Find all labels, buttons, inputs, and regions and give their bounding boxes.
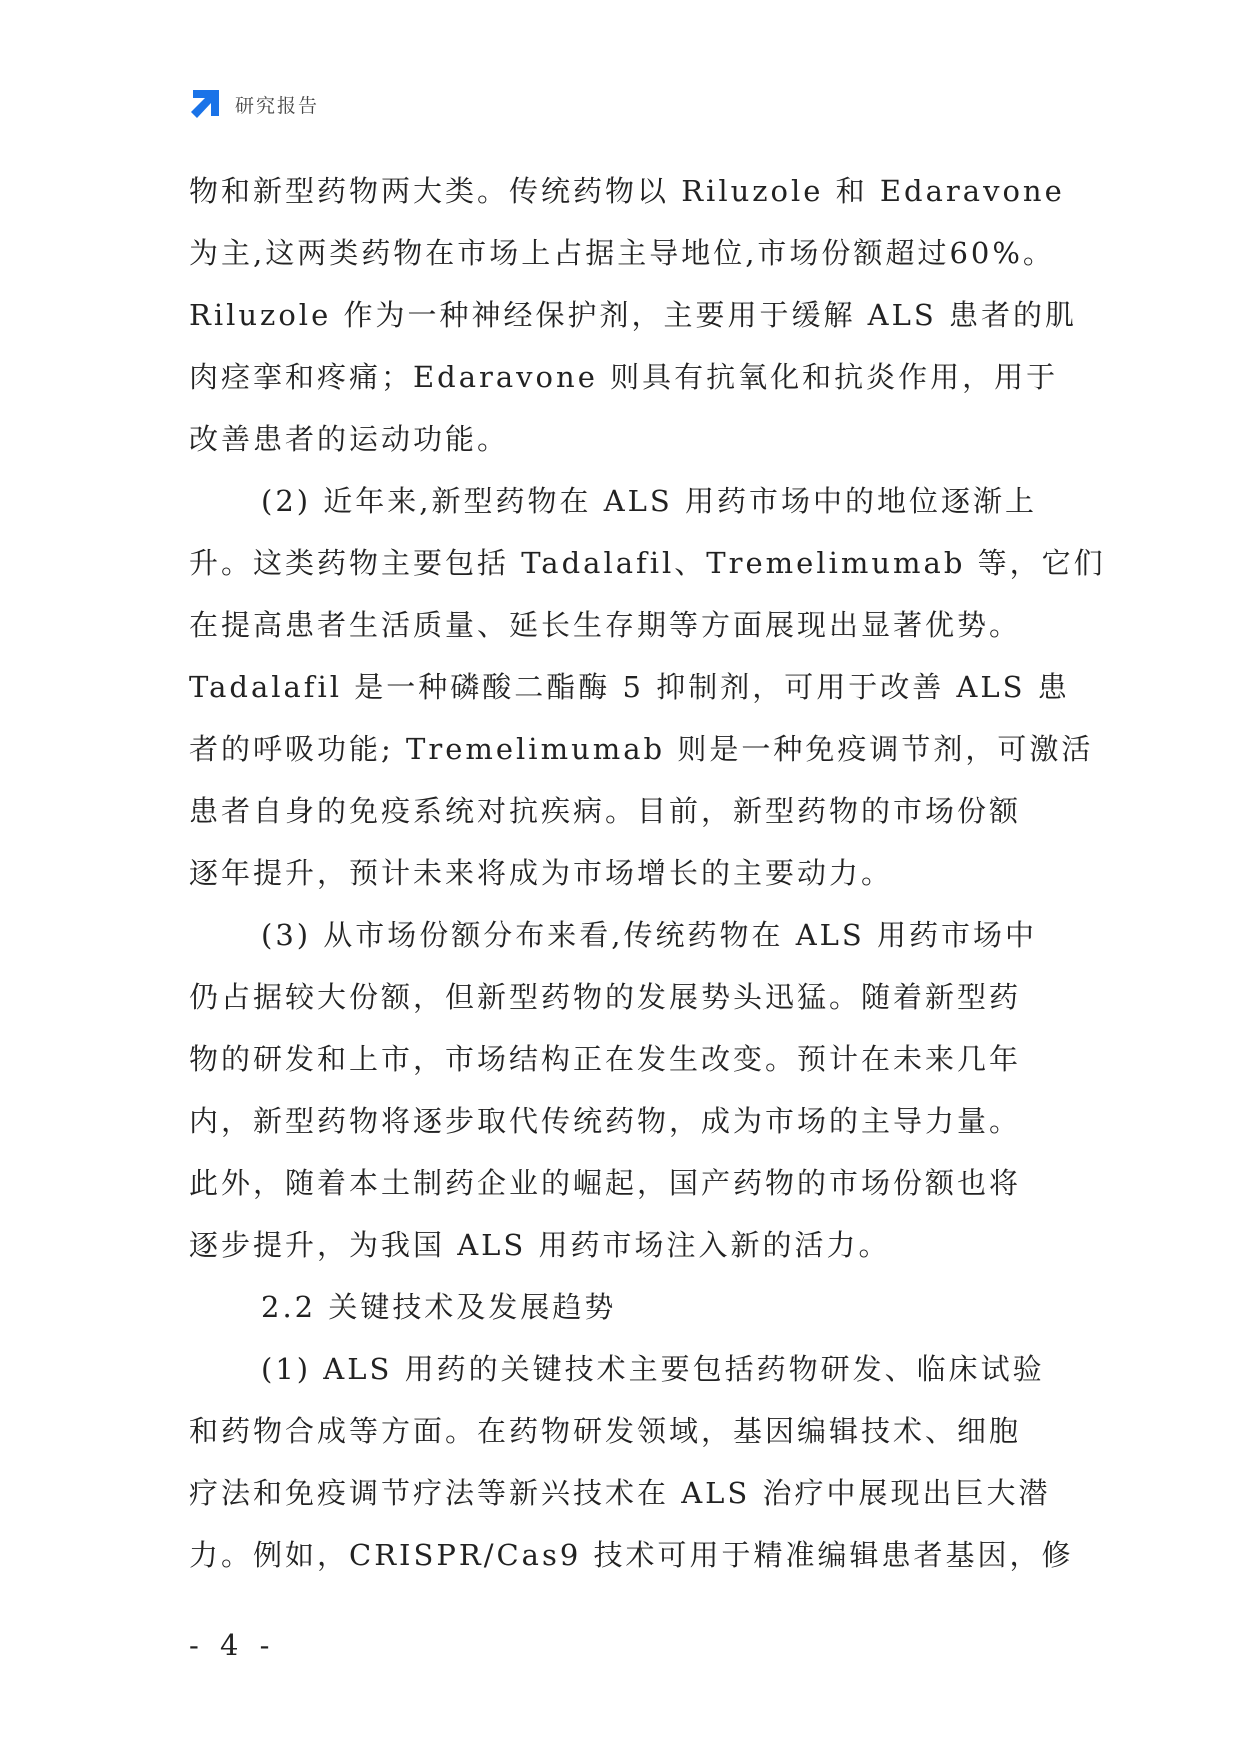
text-line: 和药物合成等方面。在药物研发领域，基因编辑技术、细胞 xyxy=(189,1414,1022,1448)
header-title: 研究报告 xyxy=(235,94,320,117)
text-line: (2) 近年来,新型药物在 ALS 用药市场中的地位逐渐上 xyxy=(261,484,1038,518)
text-line: 2.2 关键技术及发展趋势 xyxy=(261,1290,617,1324)
report-logo-icon xyxy=(189,88,221,120)
text-line: 物的研发和上市，市场结构正在发生改变。预计在未来几年 xyxy=(189,1042,1022,1076)
text-line: 此外，随着本土制药企业的崛起，国产药物的市场份额也将 xyxy=(189,1166,1022,1200)
text-line: (1) ALS 用药的关键技术主要包括药物研发、临床试验 xyxy=(261,1352,1045,1386)
text-line: 者的呼吸功能; Tremelimumab 则是一种免疫调节剂，可激活 xyxy=(189,732,1094,766)
text-line: 疗法和免疫调节疗法等新兴技术在 ALS 治疗中展现出巨大潜 xyxy=(189,1476,1051,1510)
page-number: - 4 - xyxy=(189,1628,276,1662)
text-line: 逐年提升，预计未来将成为市场增长的主要动力。 xyxy=(189,856,894,890)
text-line: 在提高患者生活质量、延长生存期等方面展现出显著优势。 xyxy=(189,608,1022,642)
text-line: Tadalafil 是一种磷酸二酯酶 5 抑制剂，可用于改善 ALS 患 xyxy=(189,670,1070,704)
body-text xyxy=(189,160,1106,1586)
text-line: 物和新型药物两大类。传统药物以 Riluzole 和 Edaravone xyxy=(189,174,1065,208)
text-line: 为主,这两类药物在市场上占据主导地位,市场份额超过60%。 xyxy=(189,236,1055,270)
page-header xyxy=(189,88,319,120)
text-line: (3) 从市场份额分布来看,传统药物在 ALS 用药市场中 xyxy=(261,918,1038,952)
text-line: 力。例如，CRISPR/Cas9 技术可用于精准编辑患者基因，修 xyxy=(189,1538,1074,1572)
text-line: 升。这类药物主要包括 Tadalafil、Tremelimumab 等，它们 xyxy=(189,546,1106,580)
text-line: 肉痉挛和疼痛；Edaravone 则具有抗氧化和抗炎作用，用于 xyxy=(189,360,1059,394)
text-line: 改善患者的运动功能。 xyxy=(189,422,510,456)
text-line: 患者自身的免疫系统对抗疾病。目前，新型药物的市场份额 xyxy=(189,794,1022,828)
text-line: 仍占据较大份额，但新型药物的发展势头迅猛。随着新型药 xyxy=(189,980,1022,1014)
text-line: 内，新型药物将逐步取代传统药物，成为市场的主导力量。 xyxy=(189,1104,1022,1138)
text-line: Riluzole 作为一种神经保护剂，主要用于缓解 ALS 患者的肌 xyxy=(189,298,1077,332)
text-line: 逐步提升，为我国 ALS 用药市场注入新的活力。 xyxy=(189,1228,891,1262)
